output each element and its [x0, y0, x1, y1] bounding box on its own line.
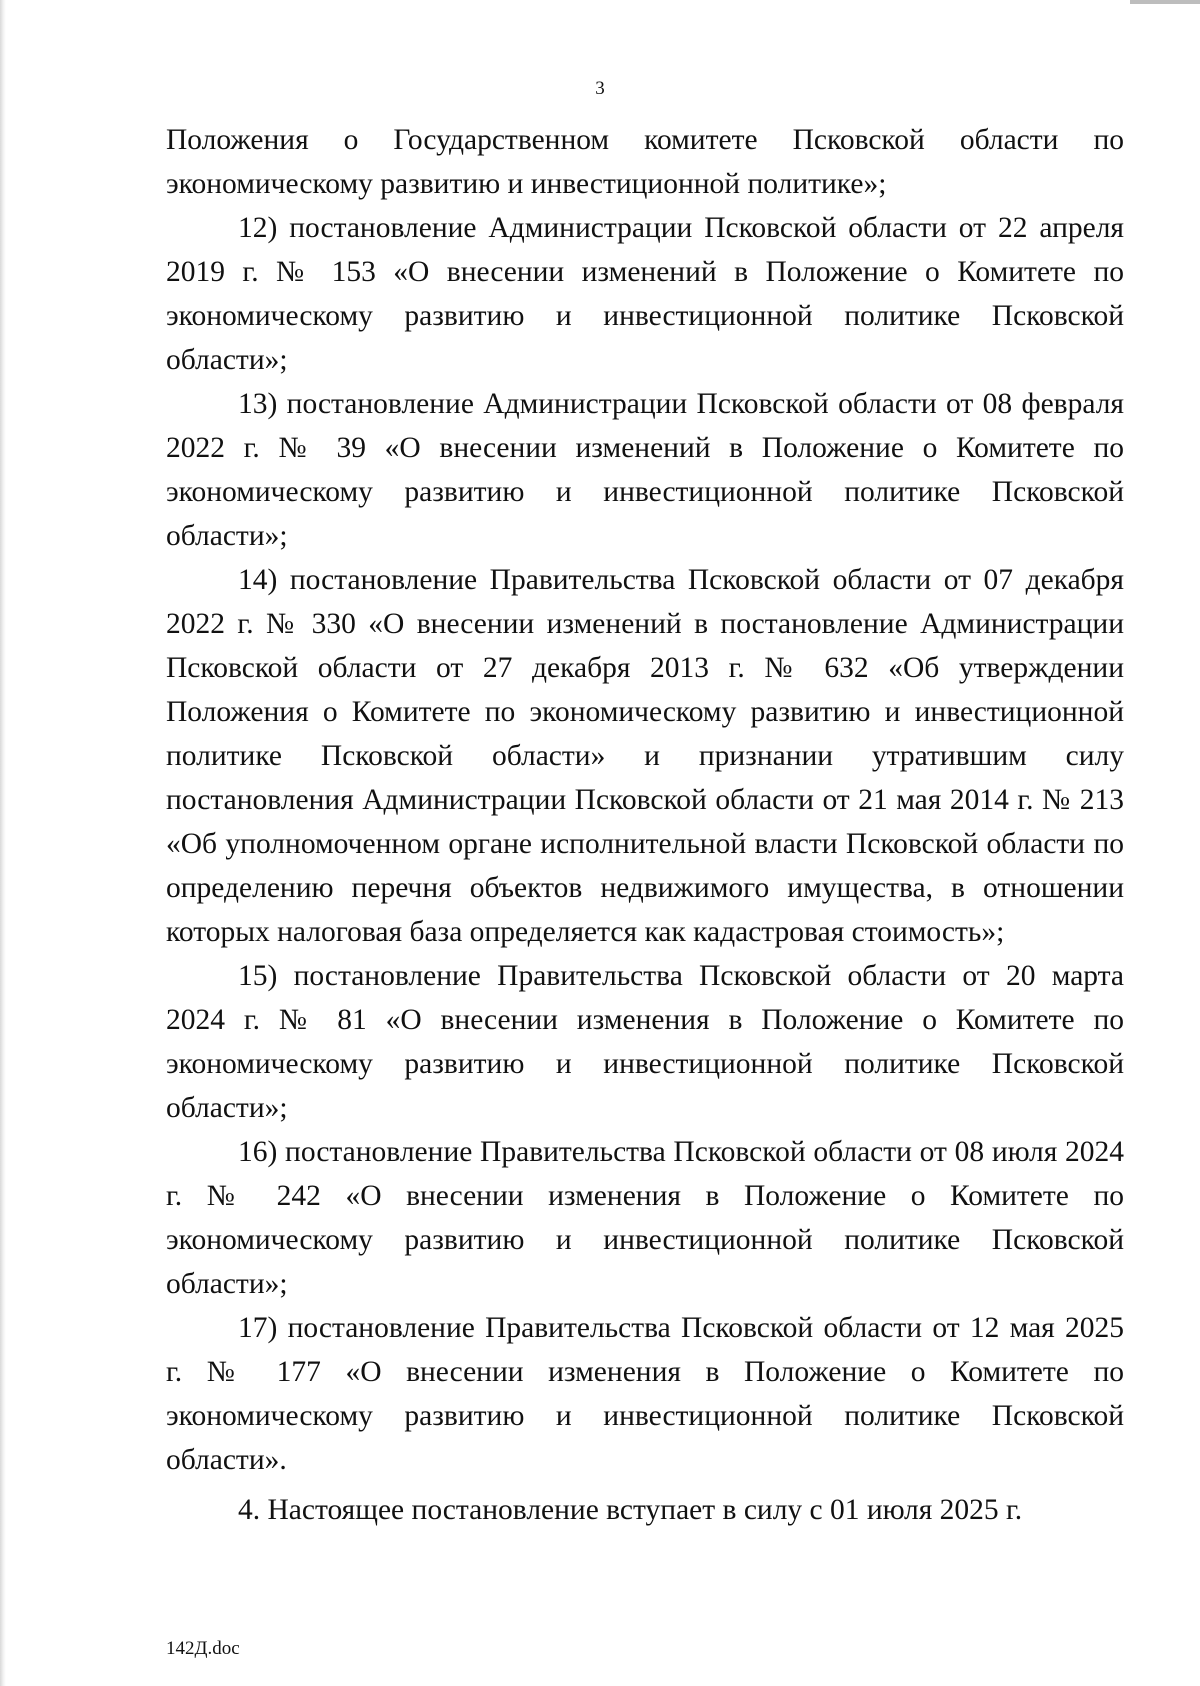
- scan-edge: [0, 0, 6, 1686]
- list-item-16: 16) постановление Правительства Псковской области от 08 июля 2024 г. № 242 «О внесении изменения в Положение о Комитете по экономическому развитию и инвестиционной политике Псковской области»;: [166, 1136, 1124, 1300]
- list-item-15: 15) постановление Правительства Псковской области от 20 марта 2024 г. № 81 «О внесении изменения в Положение о Комитете по экономическому развитию и инвестиционной политике Псковской области»;: [166, 960, 1124, 1124]
- paragraph-continuation: Положения о Государственном комитете Псковской области по экономическому развитию и инвестиционной политике»;: [166, 124, 1124, 200]
- effective-date-clause: 4. Настоящее постановление вступает в силу с 01 июля 2025 г.: [238, 1494, 1023, 1526]
- list-item-17: 17) постановление Правительства Псковской области от 12 мая 2025 г. № 177 «О внесении изменения в Положение о Комитете по экономическому развитию и инвестиционной политике Псковской области».: [166, 1312, 1124, 1476]
- list-item-13: 13) постановление Администрации Псковской области от 08 февраля 2022 г. № 39 «О внесении изменений в Положение о Комитете по экономическому развитию и инвестиционной политике Псковской области»;: [166, 388, 1124, 552]
- footer-file-code: 142Д.doc: [166, 1638, 240, 1659]
- list-item-12: 12) постановление Администрации Псковской области от 22 апреля 2019 г. № 153 «О внесении изменений в Положение о Комитете по экономическому развитию и инвестиционной политике Псковской области»;: [166, 212, 1124, 376]
- list-item-14: 14) постановление Правительства Псковской области от 07 декабря 2022 г. № 330 «О внесении изменений в постановление Администрации Псковской области от 27 декабря 2013 г. № 632 «Об утверждении Положения о Комитете по экономическому развитию и инвестиционной политике Псковской области» и признании утратившим силу постановления Администрации Псковской области от 21 мая 2014 г. № 213 «Об уполномоченном органе исполнительной власти Псковской области по определению перечня объектов недвижимого имущества, в отношении которых налоговая база определяется как кадастровая стоимость»;: [166, 564, 1124, 948]
- page-number: 3: [595, 78, 605, 99]
- scan-corner-line: [1130, 0, 1200, 4]
- document-body: [166, 118, 1124, 1532]
